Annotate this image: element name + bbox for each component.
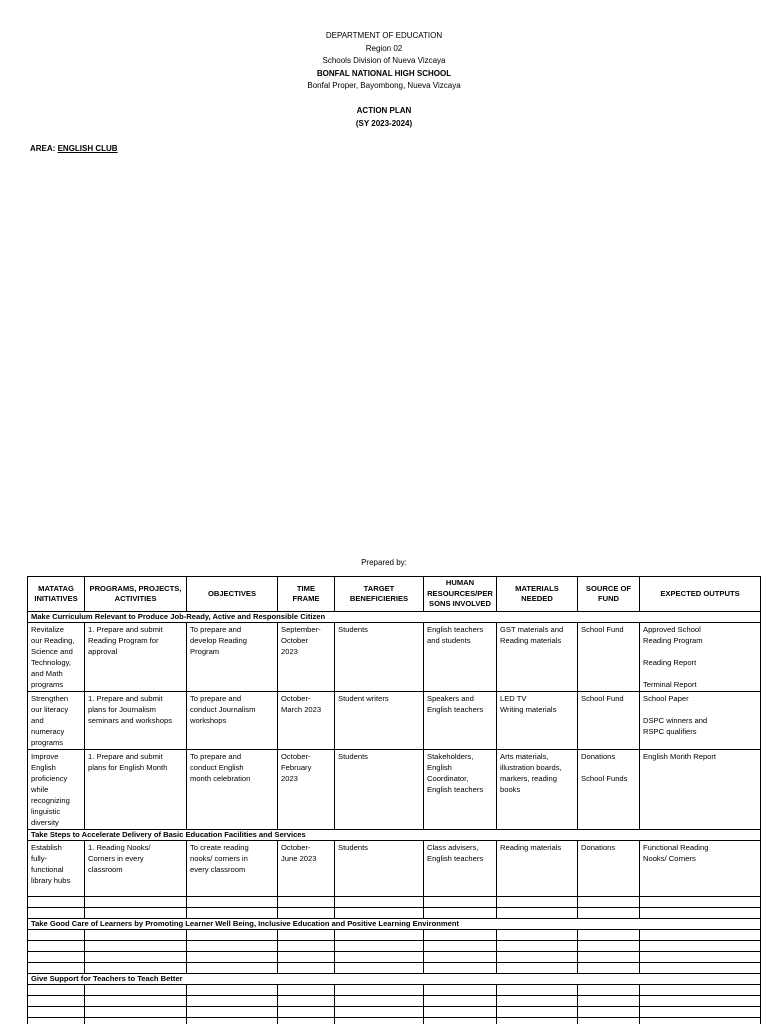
blank-row bbox=[28, 952, 761, 963]
column-header-materials: MATERIALS NEEDED bbox=[497, 577, 578, 612]
empty-cell bbox=[187, 908, 278, 919]
section-heading: Make Curriculum Relevant to Produce Job-Ready, Active and Responsible Citizen bbox=[28, 612, 761, 623]
empty-cell bbox=[278, 908, 335, 919]
empty-cell bbox=[28, 897, 85, 908]
cell-initiative: Revitalize our Reading, Science and Technology, and Math programs bbox=[28, 623, 85, 692]
blank-row bbox=[28, 908, 761, 919]
empty-cell bbox=[335, 897, 424, 908]
cell-resources: English teachers and students bbox=[424, 623, 497, 692]
region: Region 02 bbox=[365, 43, 403, 53]
empty-cell bbox=[28, 908, 85, 919]
empty-cell bbox=[640, 963, 761, 974]
empty-cell bbox=[85, 1018, 187, 1024]
empty-cell bbox=[28, 930, 85, 941]
action-plan-table bbox=[27, 576, 761, 1024]
empty-cell bbox=[85, 908, 187, 919]
empty-cell bbox=[278, 952, 335, 963]
cell-materials: GST materials and Reading materials bbox=[497, 623, 578, 692]
empty-cell bbox=[187, 897, 278, 908]
empty-cell bbox=[640, 941, 761, 952]
division: Schools Division of Nueva Vizcaya bbox=[322, 56, 446, 66]
cell-fund: School Fund bbox=[578, 623, 640, 692]
empty-cell bbox=[578, 952, 640, 963]
cell-beneficiaries: Students bbox=[335, 841, 424, 897]
empty-cell bbox=[85, 996, 187, 1007]
cell-fund: Donations bbox=[578, 841, 640, 897]
cell-program: 1. Reading Nooks/ Corners in every classroom bbox=[85, 841, 187, 897]
empty-cell bbox=[28, 941, 85, 952]
empty-cell bbox=[85, 963, 187, 974]
empty-cell bbox=[187, 985, 278, 996]
empty-cell bbox=[497, 963, 578, 974]
empty-cell bbox=[578, 930, 640, 941]
empty-cell bbox=[335, 996, 424, 1007]
cell-objectives: To prepare and conduct Journalism workshops bbox=[187, 692, 278, 750]
cell-resources: Speakers and English teachers bbox=[424, 692, 497, 750]
empty-cell bbox=[278, 941, 335, 952]
empty-cell bbox=[187, 952, 278, 963]
empty-cell bbox=[85, 985, 187, 996]
empty-cell bbox=[497, 897, 578, 908]
cell-initiative: Improve English proficiency while recognizing linguistic diversity bbox=[28, 750, 85, 830]
cell-resources: Class advisers, English teachers bbox=[424, 841, 497, 897]
empty-cell bbox=[640, 1007, 761, 1018]
empty-cell bbox=[578, 908, 640, 919]
cell-objectives: To prepare and conduct English month celebration bbox=[187, 750, 278, 830]
empty-cell bbox=[424, 930, 497, 941]
empty-cell bbox=[640, 930, 761, 941]
blank-row bbox=[28, 985, 761, 996]
blank-row bbox=[28, 897, 761, 908]
empty-cell bbox=[424, 908, 497, 919]
area-line bbox=[30, 144, 118, 153]
cell-materials: LED TV Writing materials bbox=[497, 692, 578, 750]
empty-cell bbox=[640, 897, 761, 908]
blank-row bbox=[28, 1007, 761, 1018]
empty-cell bbox=[424, 941, 497, 952]
department-name: DEPARTMENT OF EDUCATION bbox=[325, 31, 443, 40]
table-row bbox=[28, 692, 761, 750]
school-name: BONFAL NATIONAL HIGH SCHOOL bbox=[316, 68, 452, 78]
empty-cell bbox=[28, 1007, 85, 1018]
area-value: ENGLISH CLUB bbox=[57, 144, 118, 153]
empty-cell bbox=[578, 985, 640, 996]
empty-cell bbox=[578, 963, 640, 974]
empty-cell bbox=[335, 908, 424, 919]
cell-beneficiaries: Students bbox=[335, 750, 424, 830]
cell-program: 1. Prepare and submit plans for Journalism seminars and workshops bbox=[85, 692, 187, 750]
cell-outputs: Functional Reading Nooks/ Corners bbox=[640, 841, 761, 897]
table-row bbox=[28, 750, 761, 830]
empty-cell bbox=[640, 908, 761, 919]
cell-outputs: English Month Report bbox=[640, 750, 761, 830]
section-heading: Give Support for Teachers to Teach Better bbox=[28, 974, 761, 985]
empty-cell bbox=[424, 996, 497, 1007]
empty-cell bbox=[497, 930, 578, 941]
prepared-by: Prepared by: bbox=[361, 558, 407, 567]
empty-cell bbox=[335, 952, 424, 963]
empty-cell bbox=[187, 941, 278, 952]
empty-cell bbox=[578, 1007, 640, 1018]
cell-resources: Stakeholders, English Coordinator, English teachers bbox=[424, 750, 497, 830]
cell-fund: Donations School Funds bbox=[578, 750, 640, 830]
cell-initiative: Strengthen our literacy and numeracy programs bbox=[28, 692, 85, 750]
empty-cell bbox=[335, 1007, 424, 1018]
empty-cell bbox=[578, 996, 640, 1007]
empty-cell bbox=[335, 985, 424, 996]
table-row bbox=[28, 841, 761, 897]
school-address: Bonfal Proper, Bayombong, Nueva Vizcaya bbox=[307, 81, 461, 91]
empty-cell bbox=[278, 1007, 335, 1018]
cell-time: October- June 2023 bbox=[278, 841, 335, 897]
empty-cell bbox=[278, 897, 335, 908]
empty-cell bbox=[335, 941, 424, 952]
empty-cell bbox=[578, 1018, 640, 1024]
empty-cell bbox=[424, 952, 497, 963]
empty-cell bbox=[187, 930, 278, 941]
document-header bbox=[0, 30, 768, 130]
empty-cell bbox=[497, 952, 578, 963]
blank-row bbox=[28, 941, 761, 952]
document-title: ACTION PLAN bbox=[356, 105, 412, 115]
cell-outputs: Approved School Reading Program Reading Report Terminal Report bbox=[640, 623, 761, 692]
blank-row bbox=[28, 1018, 761, 1024]
empty-cell bbox=[28, 963, 85, 974]
cell-program: 1. Prepare and submit plans for English Month bbox=[85, 750, 187, 830]
column-header-initiatives: MATATAG INITIATIVES bbox=[28, 577, 85, 612]
empty-cell bbox=[424, 963, 497, 974]
empty-cell bbox=[497, 1007, 578, 1018]
blank-row bbox=[28, 996, 761, 1007]
empty-cell bbox=[187, 1007, 278, 1018]
cell-beneficiaries: Student writers bbox=[335, 692, 424, 750]
empty-cell bbox=[497, 941, 578, 952]
column-header-objectives: OBJECTIVES bbox=[187, 577, 278, 612]
column-header-programs: PROGRAMS, PROJECTS, ACTIVITIES bbox=[85, 577, 187, 612]
cell-initiative: Establish fully- functional library hubs bbox=[28, 841, 85, 897]
cell-fund: School Fund bbox=[578, 692, 640, 750]
area-label: AREA: bbox=[30, 144, 56, 153]
empty-cell bbox=[278, 930, 335, 941]
column-header-beneficiaries: TARGET BENEFICIERIES bbox=[335, 577, 424, 612]
empty-cell bbox=[85, 1007, 187, 1018]
cell-time: October- March 2023 bbox=[278, 692, 335, 750]
column-header-time-frame: TIME FRAME bbox=[278, 577, 335, 612]
empty-cell bbox=[187, 1018, 278, 1024]
empty-cell bbox=[424, 985, 497, 996]
blank-row bbox=[28, 963, 761, 974]
cell-materials: Arts materials, illustration boards, markers, reading books bbox=[497, 750, 578, 830]
empty-cell bbox=[497, 985, 578, 996]
column-header-human-resources: HUMAN RESOURCES/PER SONS INVOLVED bbox=[424, 577, 497, 612]
section-heading: Take Steps to Accelerate Delivery of Basic Education Facilities and Services bbox=[28, 830, 761, 841]
cell-time: October- February 2023 bbox=[278, 750, 335, 830]
empty-cell bbox=[278, 1018, 335, 1024]
section-heading: Take Good Care of Learners by Promoting Learner Well Being, Inclusive Education and Positive Learning Environment bbox=[28, 919, 761, 930]
cell-beneficiaries: Students bbox=[335, 623, 424, 692]
empty-cell bbox=[578, 897, 640, 908]
empty-cell bbox=[187, 996, 278, 1007]
empty-cell bbox=[640, 985, 761, 996]
empty-cell bbox=[424, 897, 497, 908]
empty-cell bbox=[28, 996, 85, 1007]
empty-cell bbox=[28, 1018, 85, 1024]
empty-cell bbox=[640, 1018, 761, 1024]
empty-cell bbox=[85, 897, 187, 908]
cell-objectives: To create reading nooks/ corners in every classroom bbox=[187, 841, 278, 897]
empty-cell bbox=[28, 985, 85, 996]
empty-cell bbox=[640, 952, 761, 963]
empty-cell bbox=[28, 952, 85, 963]
empty-cell bbox=[278, 996, 335, 1007]
table-header-row bbox=[28, 577, 761, 612]
empty-cell bbox=[497, 908, 578, 919]
empty-cell bbox=[640, 996, 761, 1007]
empty-cell bbox=[335, 963, 424, 974]
cell-program: 1. Prepare and submit Reading Program for approval bbox=[85, 623, 187, 692]
cell-outputs: School Paper DSPC winners and RSPC qualifiers bbox=[640, 692, 761, 750]
column-header-source-of-fund: SOURCE OF FUND bbox=[578, 577, 640, 612]
empty-cell bbox=[497, 1018, 578, 1024]
cell-materials: Reading materials bbox=[497, 841, 578, 897]
empty-cell bbox=[278, 985, 335, 996]
empty-cell bbox=[335, 1018, 424, 1024]
cell-time: September- October 2023 bbox=[278, 623, 335, 692]
school-year: (SY 2023-2024) bbox=[355, 118, 413, 128]
blank-row bbox=[28, 930, 761, 941]
empty-cell bbox=[497, 996, 578, 1007]
empty-cell bbox=[278, 963, 335, 974]
empty-cell bbox=[424, 1007, 497, 1018]
empty-cell bbox=[85, 941, 187, 952]
empty-cell bbox=[424, 1018, 497, 1024]
table-row bbox=[28, 623, 761, 692]
empty-cell bbox=[187, 963, 278, 974]
empty-cell bbox=[578, 941, 640, 952]
empty-cell bbox=[335, 930, 424, 941]
cell-objectives: To prepare and develop Reading Program bbox=[187, 623, 278, 692]
empty-cell bbox=[85, 930, 187, 941]
empty-cell bbox=[85, 952, 187, 963]
column-header-expected-outputs: EXPECTED OUTPUTS bbox=[640, 577, 761, 612]
